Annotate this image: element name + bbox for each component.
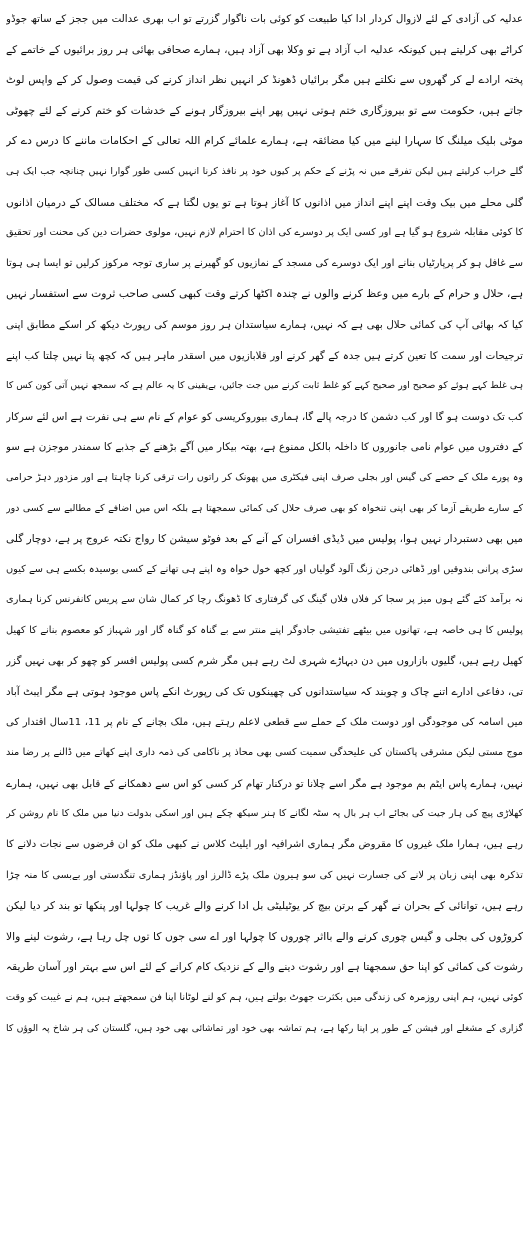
text-line: کیا کہ بھائی آپ کی کمائی حلال بھی ہے کہ نہیں، ہمارے سیاستدان ہر روز موسم کی رپورٹ دیکھ کر اسکے مطابق اپنی: [6, 318, 523, 331]
text-line: عدلیہ کی آزادی کے لئے لازوال کردار ادا کیا طبیعت کو کوئی بات ناگوار گزرتے تو اب بھری عدالت میں ججز کے ساتھ جوڈو: [6, 13, 523, 25]
text-line: سے غافل ہو کر پرپارٹیاں بنانے اور ایک دوسرے کی مسجد کے نمازیوں کو گھیرنے پر ساری توجہ مرکوز کرلیں تو ایسا ہی ہوتا: [6, 257, 523, 269]
text-line: کا کوئی مقابلہ شروع ہو گیا ہے اور کسی ایک پر دوسرے کی اذان کا احترام لازم نہیں، مولوی حضرات دین کی محنت اور تحقیق: [6, 227, 523, 239]
text-line: رشوت کی کمائی کو اپنا حق سمجھتا ہے اور رشوت دینے والے کے نزدیک کام کرانے کے لئے اس سے بہتر اور آسان طریقہ: [6, 961, 523, 974]
text-line: میں اسامہ کی موجودگی اور دوست ملک کے حملے سے قطعی لاعلم رہتے ہیں، ملک بچانے کے نام پر 11، 11سال اقتدار کی: [6, 716, 523, 728]
article-body: [6, 4, 523, 1044]
text-line: جاتے ہیں، حکومت سے تو بیروزگاری ختم ہوتی نہیں پھر اپنے بیروزگار ہونے کے خدشات کو ختم کرنے کے لئے چھوٹی: [6, 103, 523, 117]
text-line: تذکرہ بھی اپنی زبان پر لانے کی جسارت نہیں کی سو ہیرون ملک پڑے ڈالرز اور پاؤنڈز ہماری تنگدستی اور بےبسی کا منہ چڑا: [6, 869, 523, 881]
text-line: نہ برآمد کئے گئے ہوں میز پر سجا کر فلاں فلاں گینگ کی گرفتاری کا ڈھونگ رچا کر کمال شان سے پریس کانفرنس کرنا ہماری: [6, 594, 523, 606]
text-line: موٹی بلیک میلنگ کا سہارا لینے میں کیا مضائقہ ہے، ہمارے علمائے کرام اللہ تعالی کے احکامات ماننے کا درس دے کر: [6, 134, 523, 148]
text-line: رہے ہیں، توانائی کے بحران نے گھر کے برتن بیچ کر یوٹیلیٹی بل ادا کرنے والے غریب کا چولہا اور پنکھا تو بند کر دیا لیکن: [6, 900, 523, 913]
text-line: پولیس کا ہی خاصہ ہے، تھانوں میں بیٹھے تفتیشی جادوگر اپنے منتر سے بے گناہ کو گناہ گار اور شہباز کو معصوم بنانے کا کھیل: [6, 624, 523, 636]
text-line: کے دفتروں میں عوام نامی جانوروں کا داخلہ بالکل ممنوع ہے، بھتہ بیکار میں آگے بڑھنے کے جذبے کا سمندر موجزن ہے سو: [6, 441, 523, 454]
text-line: گلی محلے میں بیک وقت اپنے اپنے انداز میں اذانوں کا آغاز ہوتا ہے تو یوں لگتا ہے کہ مختلف مسالک کے درمیان اذانوں: [6, 196, 523, 209]
text-line: کے سارے طریقے آزما کر بھی اپنی تنخواہ کو بھی صرف حلال کی کمائی سمجھتا ہے بلکہ اس میں اضافے کے مطالبے سے کسی دور: [6, 502, 523, 514]
text-line: کروڑوں کی بجلی و گیس چوری کرنے والے بااثر چوروں کا چولہا اور اے سی جوں کا توں چل رہا ہے، رشوت لینے والا: [6, 929, 523, 943]
text-line: کھلاڑی پیچ کی ہار جیت کی بجائے اب ہر بال پہ سٹہ لگانے کا ہنر سیکھ چکے ہیں اور اسکی بدولت دنیا میں ملک کا نام روشن کر: [6, 808, 523, 820]
text-line: میں بھی دستبردار نہیں ہوا، پولیس میں ڈیڈی افسران کے آنے کے بعد فوٹو سیشن کا رواج نکتہ عروج پر ہے، دوچار گلی: [6, 533, 523, 546]
text-line: سڑی پرانی بندوقیں اور ڈھائی درجن زنگ آلود گولیاں اور کچھ خول خواہ وہ اپنے ہی تھانے کے کسی بوسیدہ بکسے ہی سے کیوں: [6, 563, 523, 575]
text-line: کب تک دوست ہو گا اور کب دشمن کا درجہ پالے گا، ہماری بیوروکریسی کو عوام کے نام سے ہی نفرت ہے اس لئے سرکار: [6, 410, 523, 423]
text-line: وہ پورے ملک کے حصے کی گیس اور بجلی صرف اپنی فیکٹری میں پھونک کر راتوں رات ترقی کرنا چاہتا ہے اور مزدور دہڑ حرامی: [6, 471, 523, 483]
text-line: کراٹے بھی کرلیتے ہیں کیونکہ عدلیہ اب آزاد ہے تو وکلا بھی آزاد ہیں، ہمارے صحافی بھائی ہر روز برائیوں کے خاتمے کے: [6, 43, 523, 56]
text-line: ہی غلط کہے ہوئے کو صحیح اور صحیح کہے کو غلط ثابت کرنے میں جت جائیں، بےیقینی کا یہ عالم ہے کہ سمجھ نہیں آتی کون کس کا: [6, 380, 523, 392]
text-line: گزاری کے مشغلے اور فیشن کے طور پر اپنا رکھا ہے، ہم تماشہ بھی خود اور تماشائی بھی خود ہیں، گلستان کی ہر شاخ پہ الوؤں کا: [6, 1022, 523, 1034]
text-line: نہیں، ہمارے پاس ایٹم بم موجود ہے مگر اسے چلانا تو درکنار تھام کر کسی کو اس سے دھمکانے کے قابل بھی نہیں، ہمارے: [6, 777, 523, 790]
text-line: موج مستی لیکن مشرقی پاکستان کی علیحدگی سمیت کسی بھی محاذ پر ناکامی کی ذمہ داری اپنے کھاتے میں ڈالنے پر رضا مند: [6, 747, 523, 759]
text-line: تی، دفاعی ادارے اتنے چاک و چوبند کہ سیاستدانوں کی چھینکوں تک کی رپورٹ انکے پاس موجود ہوتی ہے مگر ایبٹ آباد: [6, 686, 523, 699]
text-line: پختہ ارادے لے کر گھروں سے نکلتے ہیں مگر برائیاں ڈھونڈ کر انہیں نظر انداز کرنے کی قیمت وصول کر کے واپس لوٹ: [6, 74, 523, 87]
text-line: رہے ہیں، ہمارا ملک غیروں کا مقروض مگر ہماری اشرافیہ اور ایلیٹ کلاس نے کبھی ملک کو ان قرضوں سے نجات دلانے کا: [6, 839, 523, 851]
text-line: گلے خراب کرلیتے ہیں لیکن تفرقے میں نہ پڑنے کے حکم پر کیوں خود پر نافذ کرنا انہیں کسی طور گوارا نہیں چنانچہ جب ایک ہی: [6, 165, 523, 177]
text-line: کوئی نہیں، ہم اپنی روزمرہ کی زندگی میں بکثرت جھوٹ بولتے ہیں، ہم کو لنے لوٹانا اپنا فن سمجھتے ہیں، ہم نے غیبت کو وقت: [6, 992, 523, 1003]
text-line: کھیل رہے ہیں، گلیوں بازاروں میں دن دیہاڑے شہری لٹ رہے ہیں مگر شرم کسی پولیس افسر کو چھو کر بھی نہیں گزر: [6, 655, 523, 668]
text-line: ترجیحات اور سمت کا تعین کرتے ہیں جدہ کے گھر کرنے اور قلابازیوں میں اسقدر ماہر ہیں کہ کچھ پتا نہیں چلتا کب اپنے: [6, 349, 523, 362]
text-line: ہے، حلال و حرام کے بارے میں وعظ کرنے والوں نے چندہ اکٹھا کرتے وقت کبھی کسی صاحب ثروت سے استفسار نہیں: [6, 287, 523, 301]
